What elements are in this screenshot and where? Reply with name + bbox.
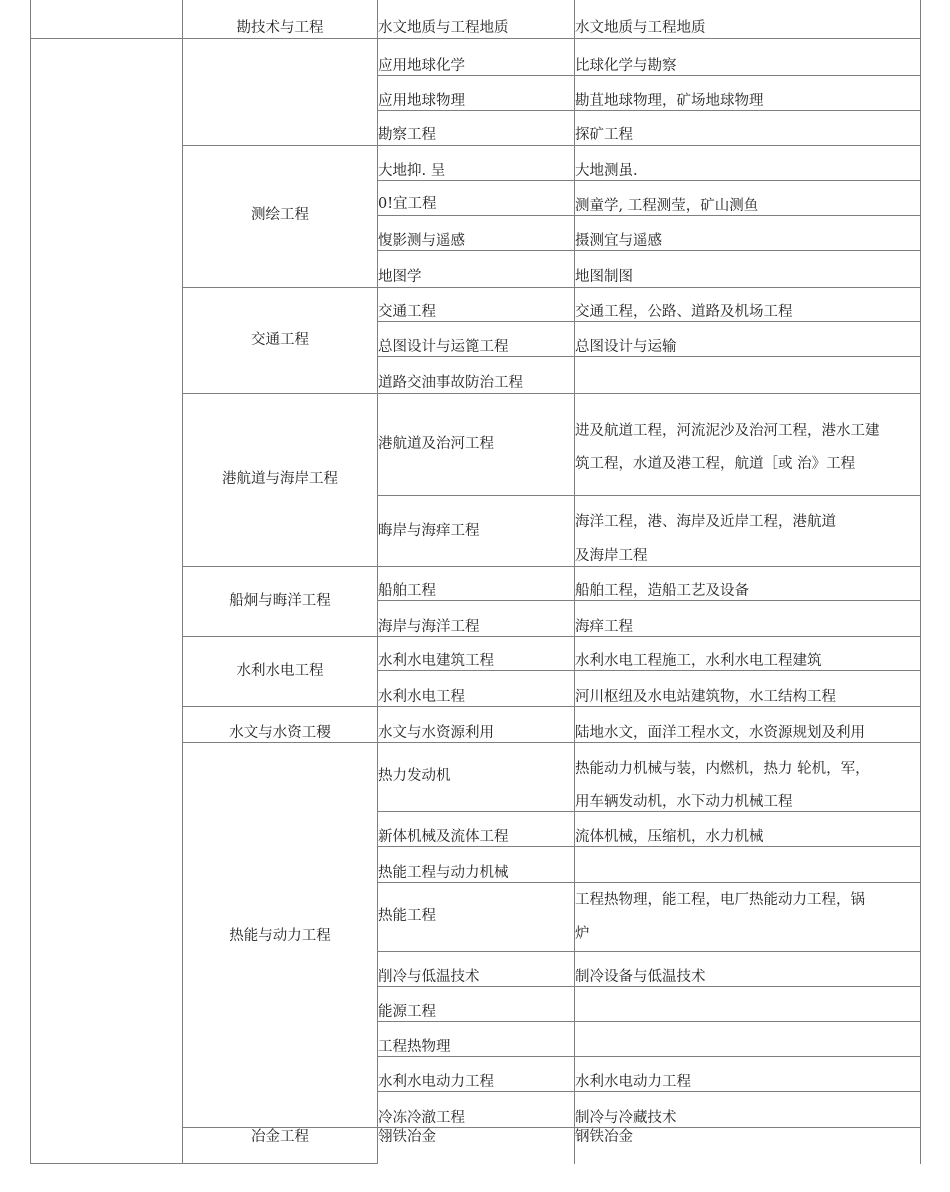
old-major-cell: 测童学, 工程测莹，矿山测鱼 <box>575 198 759 214</box>
table-border-bottom <box>30 1163 378 1164</box>
new-major-cell: 道路交油事故防治工程 <box>378 375 523 391</box>
new-major-cell: 水利水电建筑工程 <box>378 653 494 669</box>
major-cell: 冶金工程 <box>251 1129 309 1145</box>
old-major-line: 海洋工程，港、海岸及近岸工程，港航道 <box>575 514 836 530</box>
new-major-cell: 交通工程 <box>378 304 436 320</box>
row-divider <box>377 1021 921 1022</box>
major-cell: 热能与动力工程 <box>229 928 331 944</box>
old-major-cell: 地图制图 <box>575 269 633 285</box>
row-divider <box>377 495 921 496</box>
new-major-cell: 水文与水资源利用 <box>378 725 494 741</box>
new-major-cell: 水利水电工程 <box>378 689 465 705</box>
old-major-line: 用车辆发动机，水下动力机械工程 <box>575 794 793 810</box>
row-divider <box>377 951 921 952</box>
new-major-cell: 热能工程与动力机械 <box>378 865 509 881</box>
major-cell: 船炯与晦洋工程 <box>229 593 331 609</box>
new-major-cell: 地图学 <box>378 269 422 285</box>
old-major-line: 进及航道工程，河流泥沙及治河工程，港水工建 <box>575 423 880 439</box>
old-major-cell: 总图设计与运输 <box>575 339 677 355</box>
old-major-cell: 海痒工程 <box>575 619 633 635</box>
old-major-cell: 钢铁冶金 <box>575 1129 633 1145</box>
major-cell: 测绘工程 <box>251 207 309 223</box>
old-major-line: 及海岸工程 <box>575 548 648 564</box>
row-divider <box>377 1056 921 1057</box>
old-major-cell: 船舶工程，造船工艺及设备 <box>575 583 749 599</box>
old-major-cell: 交通工程，公路、道路及机场工程 <box>575 304 793 320</box>
new-major-cell: 港航道及治河工程 <box>378 436 494 452</box>
new-major-cell: 热能工程 <box>378 908 436 924</box>
old-major-cell: 大地测虽. <box>575 163 638 179</box>
new-major-cell: 船舶工程 <box>378 583 436 599</box>
new-major-cell: 勘察工程 <box>378 127 436 143</box>
old-major-cell: 河川枢纽及水电站建筑物，水工结构工程 <box>575 689 836 705</box>
old-major-line: 热能动力机械与装，内燃机，热力 轮机，军， <box>575 761 870 777</box>
new-major-cell: 削冷与低温技术 <box>378 969 480 985</box>
group-divider <box>182 145 921 146</box>
old-major-cell: 水利水电工程施工，水利水电工程建筑 <box>575 653 822 669</box>
new-major-cell: 水文地质与工程地质 <box>378 20 509 36</box>
new-major-cell: 总图设计与运篦工程 <box>378 339 509 355</box>
old-major-line: 工程热物理，能工程，电厂热能动力工程，锅 <box>575 892 865 908</box>
row-divider <box>377 180 921 181</box>
new-major-cell: 大地抑. 呈 <box>378 163 446 179</box>
old-major-line: 炉 <box>575 926 590 942</box>
old-major-line: 筑工程，水道及港工程，航道［或 治》工程 <box>575 456 856 472</box>
new-major-cell: 工程热物理 <box>378 1039 451 1055</box>
old-major-cell: 比球化学与勘察 <box>575 58 677 74</box>
new-major-cell: 翎铁冶金 <box>378 1129 436 1145</box>
table-border-right <box>920 0 921 1164</box>
major-cell: 港航道与海岸工程 <box>222 471 338 487</box>
major-cell: 水利水电工程 <box>236 663 324 679</box>
new-major-cell: 0!宜工程 <box>378 196 437 212</box>
new-major-cell: 海岸与海洋工程 <box>378 619 480 635</box>
group-divider <box>182 393 921 394</box>
old-major-cell: 制冷设备与低温技术 <box>575 969 706 985</box>
old-major-cell: 摄测宜与遥感 <box>575 233 662 249</box>
major-cell: 水文与水资工稷 <box>229 725 331 741</box>
old-major-cell: 探矿工程 <box>575 127 633 143</box>
table-border-left <box>30 0 31 1164</box>
old-major-cell: 制冷与冷藏技术 <box>575 1110 677 1126</box>
new-major-cell: 愎影测与遥感 <box>378 233 465 249</box>
new-major-cell: 冷冻冷澈工程 <box>378 1110 465 1126</box>
group-divider <box>182 566 921 567</box>
major-cell: 勘技术与工程 <box>236 20 324 36</box>
new-major-cell: 应用地球物理 <box>378 93 465 109</box>
major-cell: 交通工程 <box>251 332 309 348</box>
new-major-cell: 水利水电动力工程 <box>378 1074 494 1090</box>
old-major-cell: 陆地水文，面洋工程水文，水资源规划及利用 <box>575 725 865 741</box>
new-major-cell: 新体机械及流体工程 <box>378 829 509 845</box>
new-major-cell: 热力发动机 <box>378 768 451 784</box>
old-major-cell: 勘苴地球物理，矿场地球物理 <box>575 93 764 109</box>
old-major-cell: 流体机械，压缩机，水力机械 <box>575 829 764 845</box>
new-major-cell: 应用地球化学 <box>378 58 465 74</box>
table-divider-col1 <box>182 0 183 1164</box>
new-major-cell: 能源工程 <box>378 1004 436 1020</box>
group-divider <box>182 636 921 637</box>
old-major-cell: 水文地质与工程地质 <box>575 20 706 36</box>
old-major-cell: 水利水电动力工程 <box>575 1074 691 1090</box>
group-divider <box>182 287 921 288</box>
new-major-cell: 晦岸与海痒工程 <box>378 523 480 539</box>
